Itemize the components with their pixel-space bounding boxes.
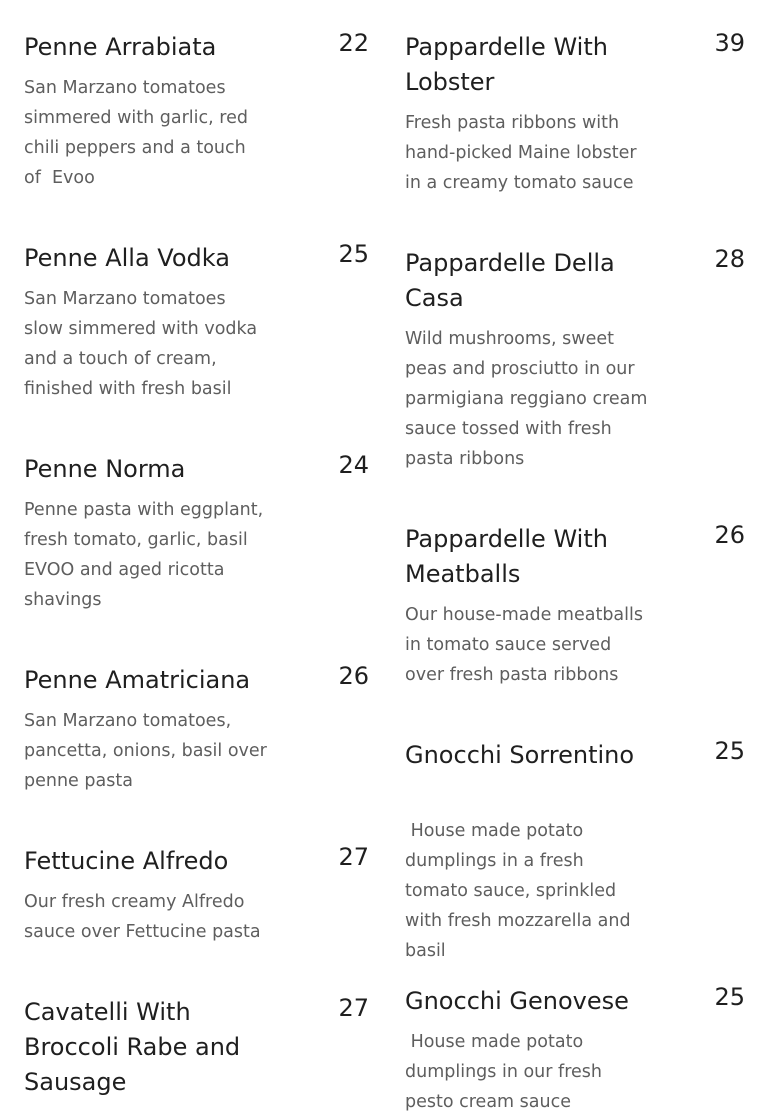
item-name: Pappardelle With Meatballs bbox=[405, 525, 608, 588]
item-name: Penne Arrabiata bbox=[24, 33, 217, 61]
item-price: 27 bbox=[338, 994, 369, 1022]
item-description: Penne pasta with eggplant, fresh tomato, garlic, basil EVOO and aged ricotta shavings bbox=[24, 500, 269, 610]
item-name: Penne Amatriciana bbox=[24, 666, 251, 694]
item-description: Fresh pasta ribbons with hand-picked Maine lobster in a creamy tomato sauce bbox=[405, 113, 643, 193]
item-name: Pappardelle With Lobster bbox=[405, 33, 608, 96]
item-price: 26 bbox=[714, 521, 745, 549]
item-price: 24 bbox=[338, 451, 369, 479]
item-price: 25 bbox=[714, 983, 745, 1011]
item-price: 25 bbox=[338, 240, 369, 268]
item-name: Fettucine Alfredo bbox=[24, 847, 229, 875]
item-description: San Marzano tomatoes, pancetta, onions, basil over penne pasta bbox=[24, 711, 273, 791]
item-name: Gnocchi Sorrentino bbox=[405, 741, 635, 769]
item-name: Gnocchi Genovese bbox=[405, 987, 629, 1015]
item-price: 39 bbox=[714, 29, 745, 57]
item-description: San Marzano tomatoes simmered with garlic, red chili peppers and a touch of Evoo bbox=[24, 78, 254, 188]
item-price: 25 bbox=[714, 737, 745, 765]
item-description: Wild mushrooms, sweet peas and prosciutto in our parmigiana reggiano cream sauce tossed with fresh pasta ribbons bbox=[405, 329, 653, 469]
item-description: San Marzano tomatoes slow simmered with vodka and a touch of cream, finished with fresh basil bbox=[24, 289, 263, 399]
item-price: 26 bbox=[338, 662, 369, 690]
item-name: Cavatelli With Broccoli Rabe and Sausage bbox=[24, 998, 241, 1096]
item-price: 27 bbox=[338, 843, 369, 871]
item-description: House made potato dumplings in our fresh pesto cream sauce bbox=[405, 1032, 608, 1112]
item-name: Penne Norma bbox=[24, 455, 186, 483]
item-price: 28 bbox=[714, 245, 745, 273]
item-description: Our fresh creamy Alfredo sauce over Fettucine pasta bbox=[24, 892, 261, 942]
item-name: Pappardelle Della Casa bbox=[405, 249, 615, 312]
item-price: 22 bbox=[338, 29, 369, 57]
item-name: Penne Alla Vodka bbox=[24, 244, 230, 272]
item-description: Our house-made meatballs in tomato sauce served over fresh pasta ribbons bbox=[405, 605, 649, 685]
item-description: House made potato dumplings in a fresh tomato sauce, sprinkled with fresh mozzarella and basil bbox=[405, 821, 637, 961]
